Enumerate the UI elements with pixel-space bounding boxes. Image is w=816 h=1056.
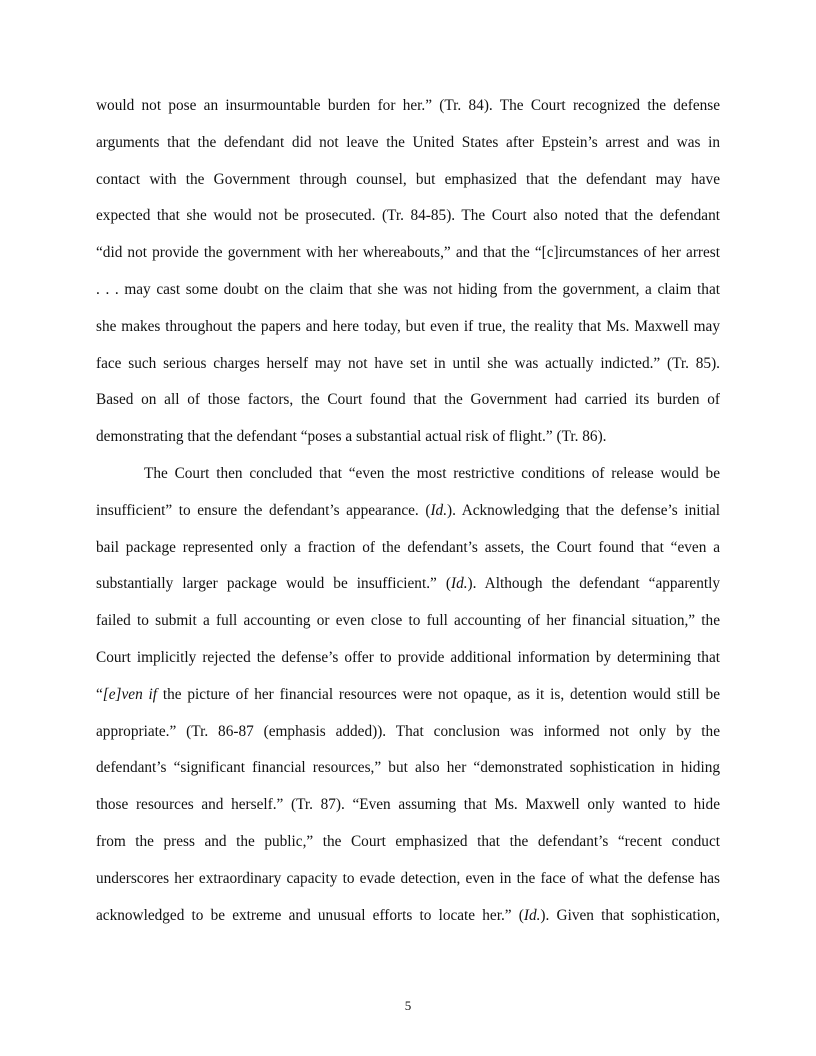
text-line: expected that she would not be prosecuted. (Tr. 84-85). The Court also noted that the defendant xyxy=(96,207,720,225)
text-run: substantially larger package would be insufficient.” ( xyxy=(96,575,451,593)
citation-italic: Id. xyxy=(523,906,541,924)
text-line: Court implicitly rejected the defense’s offer to provide additional information by determining that xyxy=(96,648,720,666)
text-line: appropriate.” (Tr. 86-87 (emphasis added)). That conclusion was informed not only by the xyxy=(96,722,720,740)
text-line: bail package represented only a fraction of the defendant’s assets, the Court found that “even a xyxy=(96,538,720,556)
text-line: contact with the Government through counsel, but emphasized that the defendant may have xyxy=(96,170,720,188)
text-run: “ xyxy=(96,685,103,703)
citation-italic: Id. xyxy=(430,501,448,519)
text-line: arguments that the defendant did not leave the United States after Epstein’s arrest and was in xyxy=(96,133,720,151)
text-run: the picture of her financial resources were not opaque, as it is, detention would still be xyxy=(157,685,720,703)
text-run: ). Acknowledging that the defense’s initial xyxy=(447,501,721,519)
text-line: those resources and herself.” (Tr. 87). “Even assuming that Ms. Maxwell only wanted to hide xyxy=(96,796,720,814)
text-line: from the press and the public,” the Court emphasized that the defendant’s “recent conduct xyxy=(96,832,720,850)
paragraph-2 xyxy=(96,456,720,934)
text-line: Based on all of those factors, the Court found that the Government had carried its burden of xyxy=(96,391,720,409)
text-line xyxy=(96,677,720,714)
body-text xyxy=(96,88,720,934)
text-run: acknowledged to be extreme and unusual efforts to locate her.” ( xyxy=(96,906,524,924)
text-line: face such serious charges herself may not have set in until she was actually indicted.” (Tr. 85). xyxy=(96,354,720,372)
text-line: . . . may cast some doubt on the claim that she was not hiding from the government, a claim that xyxy=(96,280,720,298)
text-line: would not pose an insurmountable burden for her.” (Tr. 84). The Court recognized the defense xyxy=(96,97,720,114)
text-line: demonstrating that the defendant “poses a substantial actual risk of flight.” (Tr. 86). xyxy=(96,428,607,446)
text-line xyxy=(96,493,720,530)
paragraph-1 xyxy=(96,88,720,456)
text-line: defendant’s “significant financial resources,” but also her “demonstrated sophistication in hiding xyxy=(96,759,720,777)
text-line: underscores her extraordinary capacity to evade detection, even in the face of what the defense has xyxy=(96,869,720,887)
text-run: ). Although the defendant “apparently xyxy=(467,575,720,593)
text-run: ). Given that sophistication, xyxy=(540,906,720,924)
citation-italic: Id. xyxy=(450,575,468,593)
emphasis-italic: [e]ven if xyxy=(102,685,158,703)
page-number: 5 xyxy=(404,998,412,1013)
text-line xyxy=(96,898,720,935)
text-line: “did not provide the government with her whereabouts,” and that the “[c]ircumstances of her arrest xyxy=(96,244,720,262)
text-line xyxy=(96,566,720,603)
text-line: The Court then concluded that “even the most restrictive conditions of release would be xyxy=(144,464,720,482)
text-line: she makes throughout the papers and here today, but even if true, the reality that Ms. Maxwell may xyxy=(96,317,720,335)
text-line: failed to submit a full accounting or even close to full accounting of her financial situation,” the xyxy=(96,612,720,630)
text-run: insufficient” to ensure the defendant’s appearance. ( xyxy=(96,501,431,519)
